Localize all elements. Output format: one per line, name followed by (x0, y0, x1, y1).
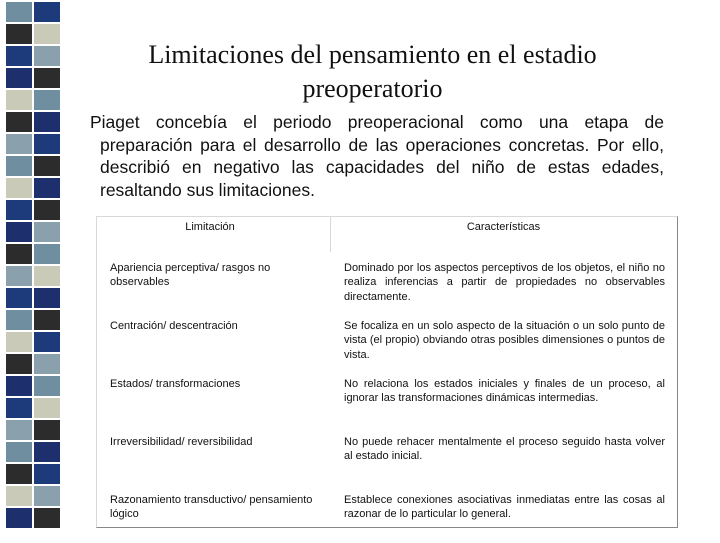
stripe-block (34, 24, 60, 44)
table-row (92, 485, 679, 543)
stripe-block (34, 464, 60, 484)
slide-title: Limitaciones del pensamiento en el estadio preoperatorio (148, 40, 597, 103)
stripe-block (6, 376, 32, 396)
stripe-block (6, 200, 32, 220)
cell-caracteristicas: Se focaliza en un solo aspecto de la situación o un solo punto de vista (el propio) obviando otras posibles dimensiones o puntos de vista. (344, 319, 665, 361)
stripe-block (34, 332, 60, 352)
stripe-block (6, 24, 32, 44)
stripe-block (34, 354, 60, 374)
stripe-block (6, 178, 32, 198)
table-header-row (92, 214, 679, 257)
table-row (92, 311, 679, 369)
stripe-block (34, 200, 60, 220)
stripe-block (34, 178, 60, 198)
stripe-block (6, 464, 32, 484)
stripe-block (34, 112, 60, 132)
stripe-block (6, 244, 32, 264)
limitations-table (92, 214, 679, 543)
cell-limitacion: Razonamiento transductivo/ pensamiento lógico (110, 493, 313, 520)
stripe-block (6, 398, 32, 418)
stripe-block (34, 288, 60, 308)
stripe-block (34, 266, 60, 286)
stripe-block (34, 134, 60, 154)
stripe-block (34, 156, 60, 176)
stripe-block (6, 288, 32, 308)
stripe-block (34, 442, 60, 462)
cell-limitacion: Centración/ descentración (110, 319, 238, 332)
stripe-block (6, 68, 32, 88)
table-row (92, 369, 679, 427)
stripe-block (34, 2, 60, 22)
stripe-block (34, 222, 60, 242)
stripe-block (6, 266, 32, 286)
stripe-block (6, 90, 32, 110)
cell-caracteristicas: No relaciona los estados iniciales y finales de un proceso, al ignorar las transformaciones dinámicas intermedias. (344, 377, 665, 404)
stripe-block (6, 420, 32, 440)
intro-paragraph (90, 111, 664, 201)
stripe-block (34, 376, 60, 396)
stripe-block (6, 486, 32, 506)
stripe-block (6, 46, 32, 66)
decorative-stripe (0, 0, 68, 540)
cell-caracteristicas: Establece conexiones asociativas inmediatas entre las cosas al razonar de lo particular lo general. (344, 493, 665, 520)
header-caracteristicas: Características (466, 221, 541, 233)
table-row (92, 257, 679, 311)
stripe-block (34, 46, 60, 66)
cell-caracteristicas: No puede rehacer mentalmente el proceso seguido hasta volver al estado inicial. (344, 435, 665, 462)
intro-text: Piaget concebía el periodo preoperacional como una etapa de preparación para el desarrollo de las operaciones concretas. Por ello, describió en negativo las capacidades del niño de estas edades, resaltando sus limitaciones. (90, 112, 664, 200)
stripe-block (34, 398, 60, 418)
stripe-block (6, 112, 32, 132)
cell-limitacion: Irreversibilidad/ reversibilidad (110, 435, 253, 448)
stripe-block (6, 310, 32, 330)
stripe-block (6, 2, 32, 22)
stripe-block (34, 68, 60, 88)
stripe-block (6, 156, 32, 176)
stripe-block (6, 222, 32, 242)
stripe-block (6, 134, 32, 154)
cell-caracteristicas: Dominado por los aspectos perceptivos de los objetos, el niño no realiza inferencias a partir de propiedades no observables directamente. (344, 261, 665, 303)
cell-limitacion: Apariencia perceptiva/ rasgos no observables (110, 261, 271, 288)
cell-limitacion: Estados/ transformaciones (110, 377, 241, 390)
stripe-block (6, 354, 32, 374)
header-limitacion: Limitación (185, 221, 235, 233)
table-row (92, 427, 679, 485)
stripe-block (6, 442, 32, 462)
stripe-block (6, 332, 32, 352)
stripe-block (34, 310, 60, 330)
stripe-block (6, 508, 32, 528)
stripe-block (34, 90, 60, 110)
stripe-block (34, 486, 60, 506)
stripe-block (34, 420, 60, 440)
stripe-block (34, 244, 60, 264)
stripe-block (34, 508, 60, 528)
